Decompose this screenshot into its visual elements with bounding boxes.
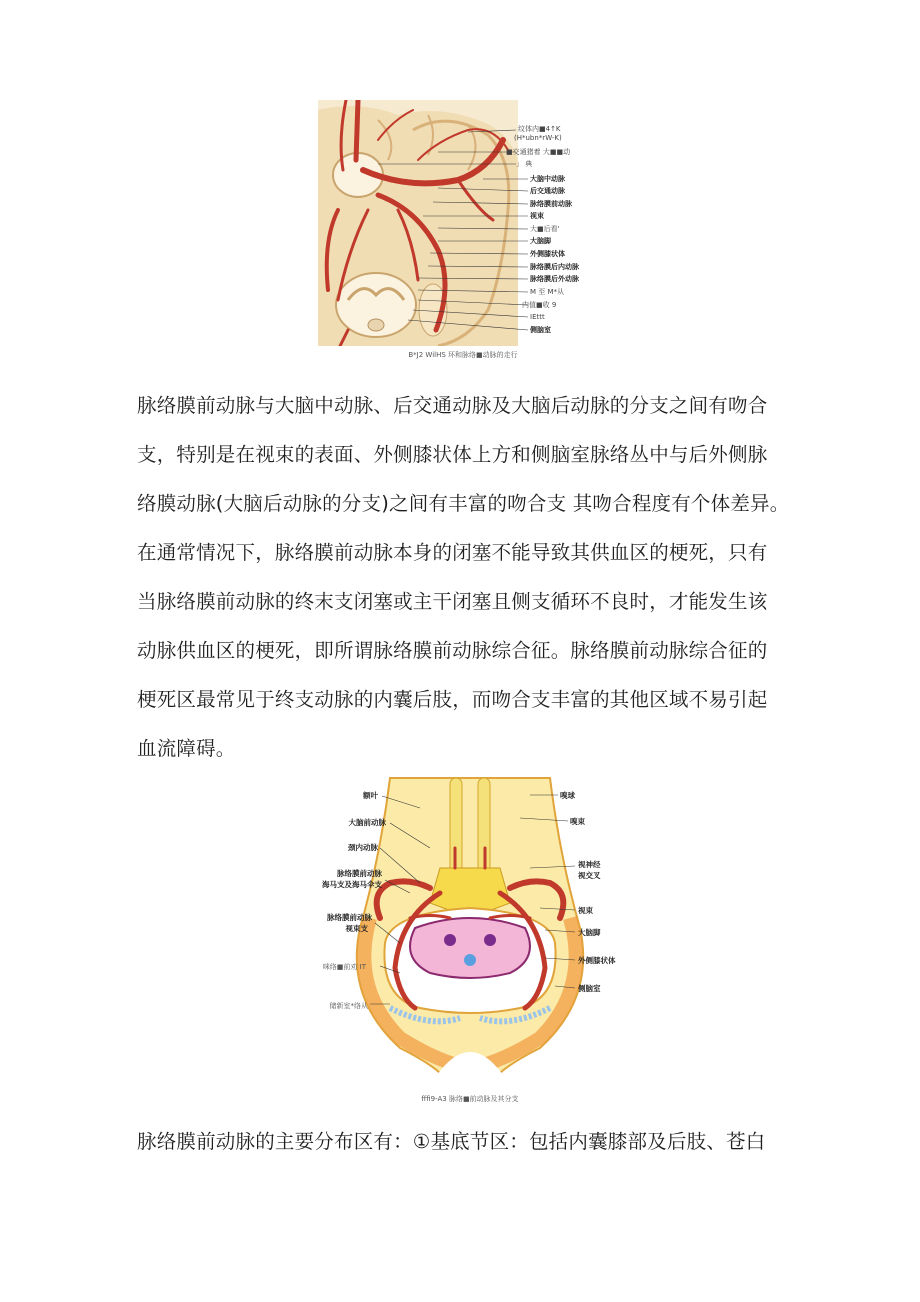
figure-2-label: 嗅束 (570, 817, 585, 826)
figure-1-label: 纹体内■4↑K (518, 125, 561, 133)
figure-2-label: 大脑脚 (578, 928, 601, 937)
figure-2-label: 嗅球 (560, 791, 575, 800)
paragraph-line: 动脉供血区的梗死，即所谓脉络膜前动脉综合征。脉络膜前动脉综合征的 (137, 639, 768, 662)
body-paragraph-2 (137, 1117, 787, 1166)
body-paragraph-1 (137, 381, 790, 773)
paragraph-line: 血流障碍。 (137, 737, 236, 760)
figure-1-label: ■交通猪着 大■■动 (506, 148, 571, 156)
figure-1-brain-arteries (318, 100, 608, 346)
paragraph-line: 梗死区最常见于终支动脉的内囊后肢，而吻合支丰富的其他区域不易引起 (137, 688, 768, 711)
figure-2-label: 咪络■前劝 IT (322, 963, 366, 971)
paragraph-line: 在通常情况下，脉络膜前动脉本身的闭塞不能导致其供血区的梗死，只有 (137, 541, 768, 564)
figure-2-label: 视神经 (578, 860, 601, 869)
figure-2-label: 脉络膜前动脉 (327, 913, 372, 922)
figure-1-label: 」 典 (516, 160, 533, 168)
figure-1-label: 内值■收 9 (522, 301, 557, 309)
figure-1-label: IEttt (530, 313, 545, 321)
figure-1-label: 大脑脚 (530, 237, 551, 245)
figure-1-label: 大脑中动脉 (530, 175, 565, 183)
figure-2-label: 大脑前动脉 (348, 818, 386, 827)
figure-1-label: 后交通动脉 (530, 187, 565, 195)
figure-2-anterior-choroidal-artery (290, 768, 650, 1086)
figure-2-label: 视交叉 (578, 871, 601, 880)
figure-1-label: 外侧膝状体 (530, 250, 565, 258)
figure-2-label: 储新室*络从 (329, 1002, 368, 1010)
figure-1-label: 侧脑室 (530, 326, 551, 334)
figure-1-label: 脉络膜后内动脉 (530, 263, 579, 271)
figure-1-label: 脉络膜前动脉 (530, 200, 572, 208)
figure-2-midbrain (410, 918, 530, 978)
figure-2-label: 海马支及海马伞支 (322, 880, 382, 889)
paragraph-line: 脉络膜前动脉与大脑中动脉、后交通动脉及大脑后动脉的分支之间有吻合 (137, 394, 768, 417)
paragraph-line: 支，特别是在视束的表面、外侧膝状体上方和侧脑室脉络丛中与后外侧脉 (137, 443, 768, 466)
paragraph-line: 当脉络膜前动脉的终末支闭塞或主干闭塞且侧支循环不良时，才能发生该 (137, 590, 768, 613)
figure-1-label: (H*ubn*rW-K) (514, 134, 562, 142)
figure-2-label: 外侧膝状体 (578, 956, 616, 965)
figure-2-caption: fffi9-A3 脉络■前动脉及其分支 (421, 1095, 519, 1103)
figure-2-label: 视束 (578, 906, 593, 915)
figure-2-label: 侧脑室 (578, 984, 601, 993)
figure-2-label: 脉络膜前动脉 (337, 869, 382, 878)
figure-2-label: 视束支 (345, 924, 368, 933)
paragraph-line: 络膜动脉(大脑后动脉的分支)之间有丰富的吻合支 其吻合程度有个体差异。 (137, 492, 790, 515)
figure-2-label: 颈内动脉 (348, 843, 378, 852)
figure-1-label: 视束 (530, 212, 544, 220)
figure-1-caption: B*J2 WilHS 环和脉络■动脉的走行 (408, 351, 518, 359)
figure-1-label: 大■后看' (530, 225, 560, 233)
figure-2-label: 额叶 (363, 791, 378, 800)
figure-1-label: 脉络膜后外动脉 (530, 275, 579, 283)
figure-1-label: M 至 M*从 (530, 288, 565, 296)
paragraph-line: 脉络膜前动脉的主要分布区有：①基底节区：包括内囊膝部及后肢、苍白 (137, 1130, 766, 1153)
